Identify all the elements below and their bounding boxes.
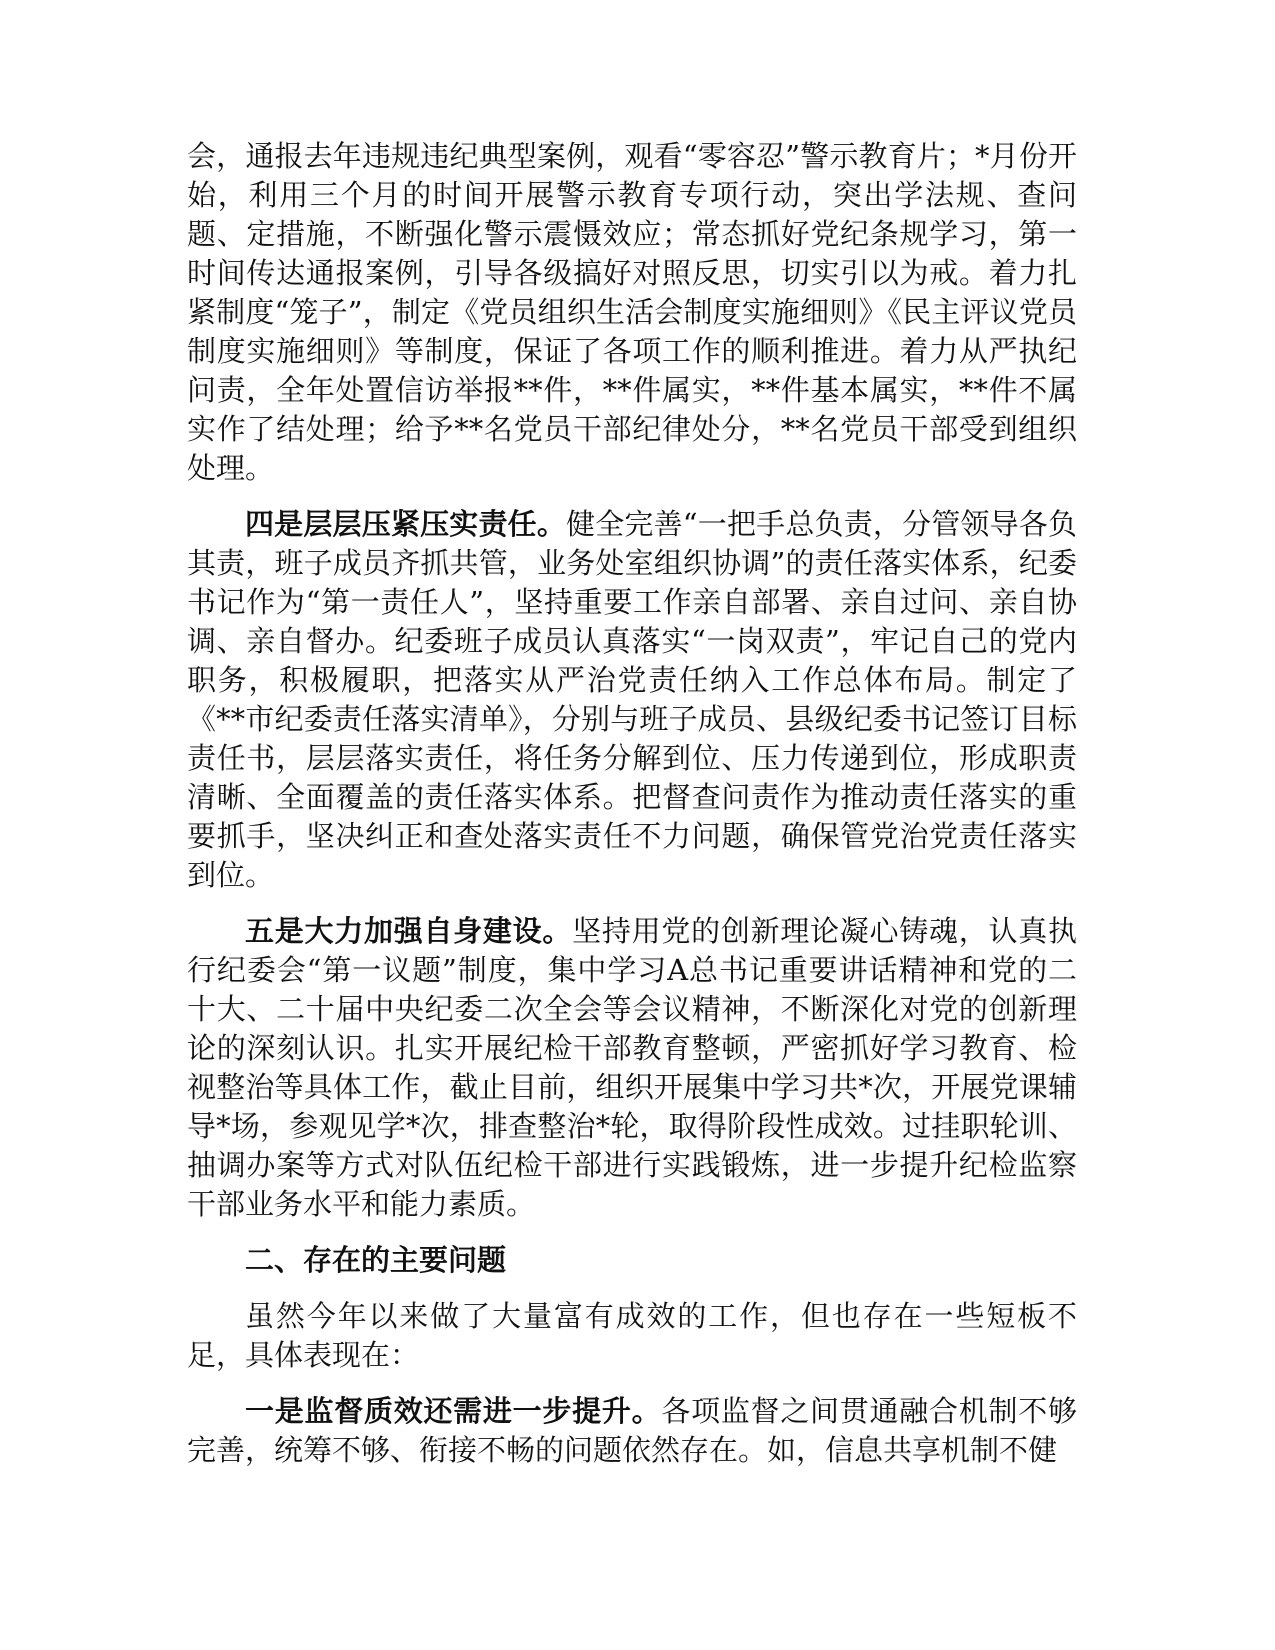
paragraph-text: 健全完善“一把手总负责，分管领导各负其责，班子成员齐抓共管，业务处室组织协调”的责任落实体系，纪委书记作为“第一责任人”，坚持重要工作亲自部署、亲自过问、亲自协调、亲自督办。纪委班子成员认真落实“一岗双责”，牢记自己的党内职务，积极履职，把落实从严治党责任纳入工作总体布局。制定了《**市纪委责任落实清单》，分别与班子成员、县级纪委书记签订目标责任书，层层落实责任，将任务分解到位、压力传递到位，形成职责清晰、全面覆盖的责任落实体系。把督查问责作为推动责任落实的重要抓手，坚决纠正和查处落实责任不力问题，确保管党治党责任落实到位。 — [187, 507, 1077, 892]
paragraph-text: 各项监督之间贯通融合机制不够完善，统筹不够、衔接不畅的问题依然存在。如，信息共享机制不健 — [187, 1394, 1077, 1467]
paragraph-lead: 一是监督质效还需进一步提升。 — [245, 1394, 662, 1428]
paragraph-lead: 五是大力加强自身建设。 — [245, 914, 573, 948]
paragraph-text: 坚持用党的创新理论凝心铸魂，认真执行纪委会“第一议题”制度，集中学习A总书记重要讲话精神和党的二十大、二十届中央纪委二次全会等会议精神，不断深化对党的创新理论的深刻认识。扎实开展纪检干部教育整顿，严密抓好学习教育、检视整治等具体工作，截止目前，组织开展集中学习共*次，开展党课辅导*场，参观见学*次，排查整治*轮，取得阶段性成效。过挂职轮训、抽调办案等方式对队伍纪检干部进行实践锻炼，进一步提升纪检监察干部业务水平和能力素质。 — [187, 914, 1077, 1221]
document-body — [187, 137, 1077, 1487]
paragraph-lead: 四是层层压紧压实责任。 — [245, 507, 567, 541]
paragraph-text: 虽然今年以来做了大量富有成效的工作，但也存在一些短板不足，具体表现在： — [187, 1299, 1077, 1372]
section-heading: 二、存在的主要问题 — [245, 1243, 507, 1277]
paragraph-text: 会，通报去年违规违纪典型案例，观看“零容忍”警示教育片；*月份开始，利用三个月的时间开展警示教育专项行动，突出学法规、查问题、定措施，不断强化警示震慑效应；常态抓好党纪条规学习，第一时间传达通报案例，引导各级搞好对照反思，切实引以为戒。着力扎紧制度“笼子”，制定《党员组织生活会制度实施细则》《民主评议党员制度实施细则》等制度，保证了各项工作的顺利推进。着力从严执纪问责，全年处置信访举报**件，**件属实，**件基本属实，**件不属实作了结处理；给予**名党员干部纪律处分，**名党员干部受到组织处理。 — [187, 139, 1077, 485]
paragraph-intro-problems — [187, 1297, 1077, 1375]
paragraph-one-supervision — [187, 1392, 1077, 1470]
paragraph-four-responsibility — [187, 505, 1077, 895]
paragraph-continuation — [187, 137, 1077, 488]
paragraph-five-self-building — [187, 912, 1077, 1224]
